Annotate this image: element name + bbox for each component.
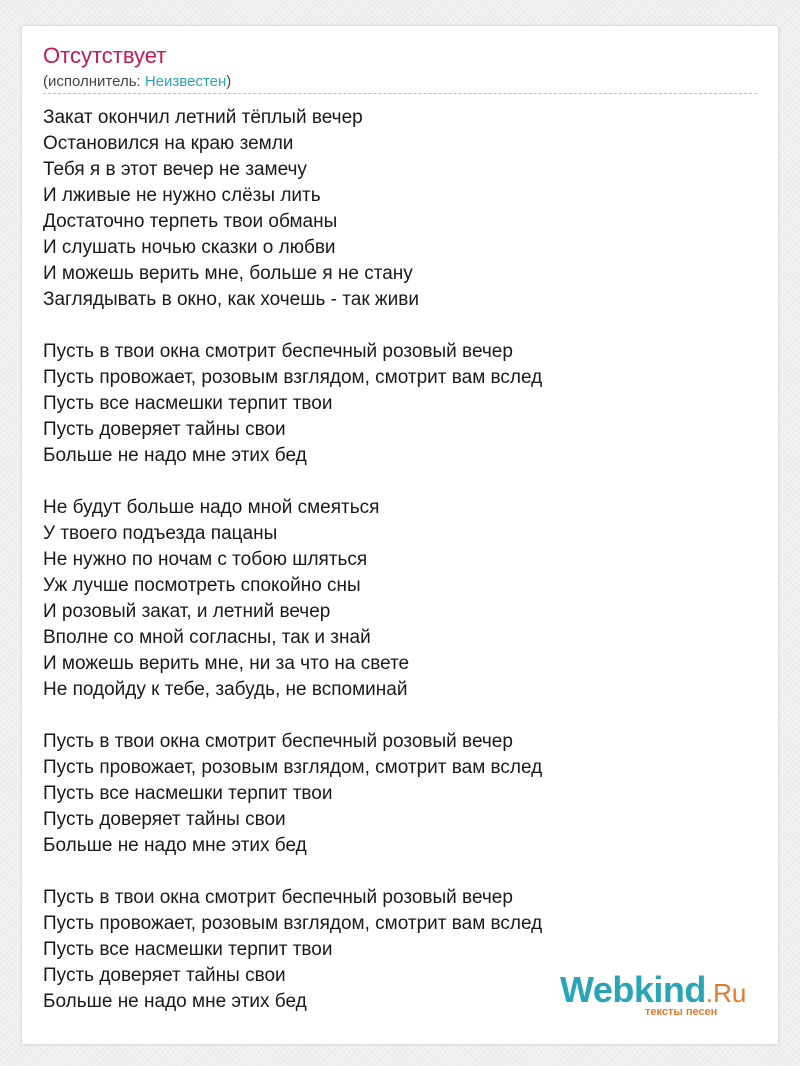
lyric-line: Пусть в твои окна смотрит беспечный розовый вечер [43,731,513,752]
lyric-line: Достаточно терпеть твои обманы [43,211,338,232]
artist-prefix: (исполнитель: [43,73,145,90]
lyrics-sheet [22,26,778,1044]
lyric-line: Пусть доверяет тайны свои [43,809,286,830]
lyric-line: Уж лучше посмотреть спокойно сны [43,575,361,596]
watermark-brand: Webkind [560,969,706,1010]
watermark-tld: .Ru [705,978,747,1008]
lyric-line: Пусть доверяет тайны свои [43,419,286,440]
lyrics-stanza [43,729,743,859]
artist-suffix: ) [226,73,232,90]
lyrics-body [43,105,743,1041]
lyric-line: Не будут больше надо мной смеяться [43,497,380,518]
lyric-line: Больше не надо мне этих бед [43,445,307,466]
watermark-tagline: тексты песен [645,1006,718,1018]
artist-name-link[interactable]: Неизвестен [144,73,227,90]
lyric-line: Пусть провожает, розовым взглядом, смотрит вам вслед [43,367,543,388]
lyric-line: Больше не надо мне этих бед [43,835,307,856]
lyric-line: Пусть в твои окна смотрит беспечный розовый вечер [43,341,513,362]
lyric-line: И можешь верить мне, ни за что на свете [43,653,410,674]
title-divider [43,93,757,94]
lyric-line: Тебя я в этот вечер не замечу [43,159,307,180]
webkind-watermark [560,970,775,1020]
lyric-line: И слушать ночью сказки о любви [43,237,336,258]
lyrics-stanza [43,495,743,703]
lyrics-stanza [43,105,743,313]
lyric-line: Пусть в твои окна смотрит беспечный розовый вечер [43,887,513,908]
lyric-line: И можешь верить мне, больше я не стану [43,263,413,284]
lyric-line: Не нужно по ночам с тобою шляться [43,549,368,570]
lyric-line: И лживые не нужно слёзы лить [43,185,321,206]
lyric-line: Пусть провожает, розовым взглядом, смотрит вам вслед [43,913,543,934]
lyric-line: Не подойду к тебе, забудь, не вспоминай [43,679,408,700]
lyric-line: Пусть все насмешки терпит твои [43,939,333,960]
lyrics-stanza [43,339,743,469]
lyric-line: Пусть провожает, розовым взглядом, смотрит вам вслед [43,757,543,778]
lyric-line: Заглядывать в окно, как хочешь - так живи [43,289,419,310]
lyric-line: Пусть все насмешки терпит твои [43,393,333,414]
song-title: Отсутствует [43,43,167,68]
lyric-line: У твоего подъезда пацаны [43,523,278,544]
lyric-line: Пусть все насмешки терпит твои [43,783,333,804]
lyric-line: Больше не надо мне этих бед [43,991,307,1012]
lyric-line: И розовый закат, и летний вечер [43,601,331,622]
artist-line [43,72,231,92]
lyric-line: Вполне со мной согласны, так и знай [43,627,371,648]
lyric-line: Закат окончил летний тёплый вечер [43,107,363,128]
lyric-line: Остановился на краю земли [43,133,294,154]
lyric-line: Пусть доверяет тайны свои [43,965,286,986]
